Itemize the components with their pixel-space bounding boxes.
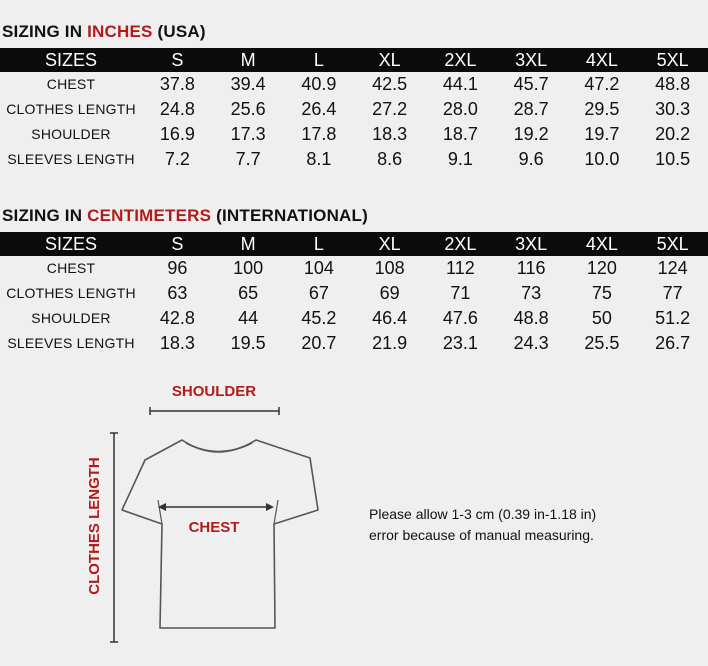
row-label: CLOTHES LENGTH [6, 101, 136, 117]
cell: 65 [238, 283, 259, 303]
cell: 16.9 [159, 124, 195, 144]
inches-row-chest [0, 72, 708, 97]
cm-size-5xl: 5XL [637, 232, 708, 256]
cell: 40.9 [301, 74, 337, 94]
cm-size-m: M [213, 232, 284, 256]
cell: 10.5 [655, 149, 691, 169]
cell: 24.8 [159, 99, 195, 119]
cell: 69 [379, 283, 400, 303]
cell: 29.5 [584, 99, 620, 119]
row-label: CLOTHES LENGTH [6, 285, 136, 301]
shoulder-measure-line [150, 407, 279, 415]
cell: 45.7 [513, 74, 549, 94]
cell: 108 [374, 258, 405, 278]
cm-size-s: S [142, 232, 213, 256]
cm-row-clothes-length [0, 281, 708, 306]
cm-header-label: SIZES [0, 232, 142, 256]
tshirt-measurement-diagram [0, 370, 708, 666]
inches-size-s: S [142, 48, 213, 72]
cell: 116 [516, 258, 546, 278]
cell: 24.3 [513, 333, 549, 353]
cell: 100 [233, 258, 264, 278]
cell: 18.3 [372, 124, 408, 144]
cell: 96 [167, 258, 188, 278]
centimeters-section-title [2, 206, 368, 226]
clothes-length-measure-line [110, 433, 118, 642]
cm-size-2xl: 2XL [425, 232, 496, 256]
cell: 104 [303, 258, 334, 278]
inches-row-shoulder [0, 122, 708, 147]
inches-size-2xl: 2XL [425, 48, 496, 72]
cell: 42.5 [372, 74, 408, 94]
cell: 25.5 [584, 333, 620, 353]
inches-header-label: SIZES [0, 48, 142, 72]
cell: 37.8 [159, 74, 195, 94]
row-label: SHOULDER [31, 310, 111, 326]
cell: 48.8 [655, 74, 691, 94]
cell: 63 [167, 283, 188, 303]
cell: 112 [446, 258, 475, 278]
measurement-note [369, 504, 596, 546]
cm-row-chest [0, 256, 708, 281]
inches-size-xl: XL [354, 48, 425, 72]
cell: 44.1 [442, 74, 478, 94]
shoulder-label: SHOULDER [171, 383, 257, 400]
cell: 48.8 [513, 308, 549, 328]
centimeters-size-table [0, 232, 708, 356]
cell: 19.7 [584, 124, 620, 144]
cm-row-shoulder [0, 306, 708, 331]
row-label: CHEST [46, 76, 96, 92]
cell: 47.6 [442, 308, 478, 328]
cell: 9.6 [518, 149, 544, 169]
cell: 17.3 [230, 124, 266, 144]
cm-row-sleeves-length [0, 331, 708, 356]
row-label: SHOULDER [31, 126, 111, 142]
note-line-2: error because of manual measuring. [369, 527, 594, 543]
inches-row-clothes-length [0, 97, 708, 122]
inches-header-row [0, 48, 708, 72]
chest-label: CHEST [188, 519, 240, 536]
inches-size-4xl: 4XL [567, 48, 638, 72]
cell: 50 [591, 308, 612, 328]
cell: 75 [591, 283, 612, 303]
cell: 67 [308, 283, 329, 303]
cell: 20.7 [301, 333, 337, 353]
cell: 28.0 [442, 99, 478, 119]
cell: 26.7 [655, 333, 691, 353]
cm-title-suffix: (INTERNATIONAL) [211, 206, 368, 225]
inches-title-suffix: (USA) [152, 22, 206, 41]
cm-title-unit: CENTIMETERS [87, 206, 212, 225]
row-label: SLEEVES LENGTH [7, 335, 135, 351]
row-label: SLEEVES LENGTH [7, 151, 135, 167]
inches-size-l: L [284, 48, 355, 72]
cm-size-3xl: 3XL [496, 232, 567, 256]
cell: 28.7 [513, 99, 549, 119]
cm-size-l: L [284, 232, 355, 256]
inches-row-sleeves-length [0, 147, 708, 172]
cm-size-xl: XL [354, 232, 425, 256]
cell: 73 [521, 283, 542, 303]
cm-size-4xl: 4XL [567, 232, 638, 256]
cell: 42.8 [159, 308, 195, 328]
cell: 8.6 [377, 149, 403, 169]
cell: 9.1 [447, 149, 473, 169]
inches-size-m: M [213, 48, 284, 72]
inches-title-prefix: SIZING IN [2, 22, 88, 41]
cell: 124 [657, 258, 688, 278]
cm-title-prefix: SIZING IN [2, 206, 88, 225]
cell: 27.2 [372, 99, 408, 119]
cell: 39.4 [230, 74, 266, 94]
cell: 20.2 [655, 124, 691, 144]
cell: 19.5 [230, 333, 266, 353]
cell: 71 [450, 283, 471, 303]
inches-size-table [0, 48, 708, 172]
cell: 30.3 [655, 99, 691, 119]
cell: 47.2 [584, 74, 620, 94]
cell: 7.2 [164, 149, 190, 169]
cell: 21.9 [372, 333, 408, 353]
cell: 17.8 [301, 124, 337, 144]
cell: 18.7 [442, 124, 478, 144]
cell: 25.6 [230, 99, 266, 119]
inches-title-unit: INCHES [87, 22, 153, 41]
cell: 44 [238, 308, 259, 328]
cell: 46.4 [372, 308, 408, 328]
inches-size-5xl: 5XL [637, 48, 708, 72]
inches-size-3xl: 3XL [496, 48, 567, 72]
cell: 10.0 [584, 149, 620, 169]
cell: 18.3 [159, 333, 195, 353]
cell: 77 [662, 283, 683, 303]
row-label: CHEST [46, 260, 96, 276]
cell: 8.1 [306, 149, 332, 169]
cell: 7.7 [235, 149, 261, 169]
cell: 120 [586, 258, 617, 278]
cell: 19.2 [513, 124, 549, 144]
cell: 45.2 [301, 308, 337, 328]
note-line-1: Please allow 1-3 cm (0.39 in-1.18 in) [369, 506, 597, 522]
cell: 26.4 [301, 99, 337, 119]
cell: 23.1 [442, 333, 478, 353]
cm-header-row [0, 232, 708, 256]
clothes-length-label: CLOTHES LENGTH [86, 457, 103, 595]
inches-section-title [2, 22, 206, 42]
chest-measure-arrow [158, 503, 274, 511]
cell: 51.2 [655, 308, 691, 328]
